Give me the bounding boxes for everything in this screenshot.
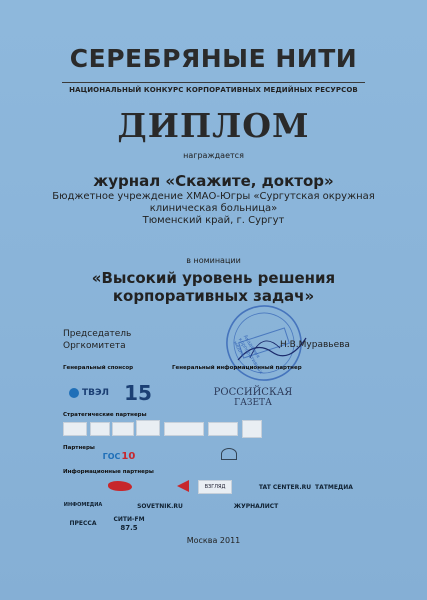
pressa-logo: ПРЕССА xyxy=(69,519,97,527)
contest-title: СЕРЕБРЯНЫЕ НИТИ xyxy=(69,44,358,73)
siti-fm-logo: СИТИ-FM 87.5 xyxy=(113,516,145,532)
chairman-line-2: Оргкомитета xyxy=(63,341,126,351)
partner-logo-3 xyxy=(214,444,244,464)
strategic-partner-logo-7 xyxy=(242,420,262,438)
tatmedia-logo: ТАТМЕДИА xyxy=(315,483,353,491)
city-year: Москва 2011 xyxy=(186,536,241,545)
zhurnalist-logo: ЖУРНАЛИСТ xyxy=(233,502,279,510)
diploma-heading: ДИПЛОМ xyxy=(117,106,310,145)
strategic-partner-logo-3 xyxy=(112,422,134,436)
partner-logo-2 xyxy=(144,448,180,462)
strategic-partner-logo-4 xyxy=(136,420,160,436)
russia-map-icon xyxy=(108,481,132,491)
chairman-line-1: Председатель xyxy=(63,329,132,339)
sovetnik-logo: SOVETNIK.RU xyxy=(137,502,183,510)
partners-label: Партнеры xyxy=(63,445,95,451)
infomedia-logo: ИНФОМЕДИА xyxy=(63,502,103,508)
general-info-partner-label: Генеральный информационный партнер xyxy=(172,365,302,371)
russia-map-logo xyxy=(104,478,136,494)
tvel-emblem-icon xyxy=(69,388,79,398)
tvel-15-years-logo: 15 xyxy=(124,381,152,405)
partner-emblem-icon xyxy=(221,448,237,460)
general-sponsor-label: Генеральный спонсор xyxy=(63,365,134,371)
megaphone-icon xyxy=(177,480,189,492)
gos-10-logo: ГОС 10 xyxy=(102,450,136,462)
info-partner-logo-15 xyxy=(318,498,356,512)
awardee-name: журнал «Скажите, доктор» xyxy=(93,172,334,190)
strategic-partners-label: Стратегические партнеры xyxy=(63,412,147,418)
org-line-1: Бюджетное учреждение ХМАО-Югры «Сургутская окружная xyxy=(52,191,375,202)
info-partner-logo-14 xyxy=(280,500,316,512)
stamp-text: Академия корпоративных медиа xyxy=(231,334,264,376)
contest-subtitle: НАЦИОНАЛЬНЫЙ КОНКУРС КОРПОРАТИВНЫХ МЕДИЙНЫХ РЕСУРСОВ xyxy=(69,86,358,94)
info-partner-logo-6 xyxy=(236,480,258,494)
title-divider xyxy=(62,82,365,83)
awardee-organization xyxy=(0,191,427,227)
nomination-line-1: «Высокий уровень решения xyxy=(91,269,336,287)
signer-name: Н.В.Муравьева xyxy=(280,340,350,350)
awarded-label: награждается xyxy=(183,151,244,160)
strategic-partner-logo-2 xyxy=(90,422,110,436)
org-line-3: Тюменский край, г. Сургут xyxy=(142,215,285,226)
org-line-2: клиническая больница» xyxy=(149,203,278,214)
tatcenter-logo: TAT CENTER.RU xyxy=(258,483,312,491)
megaphone-logo xyxy=(172,478,194,494)
info-partner-logo-1 xyxy=(66,480,102,494)
nomination-label: в номинации xyxy=(186,256,241,265)
strategic-partner-logo-8 xyxy=(266,420,326,438)
info-partners-label: Информационные партнеры xyxy=(63,469,154,475)
info-partner-logo-12 xyxy=(186,500,232,512)
strategic-partner-logo-1 xyxy=(63,422,87,436)
vzglyad-logo: ВЗГЛЯД xyxy=(198,480,232,494)
info-partner-logo-10 xyxy=(104,498,134,512)
nomination-line-2: корпоративных задач» xyxy=(112,287,315,305)
strategic-partner-logo-5 xyxy=(164,422,204,436)
info-partner-logo-3 xyxy=(140,480,170,494)
chairman-title xyxy=(63,328,131,352)
tvel-logo: ТВЭЛ xyxy=(63,380,115,406)
strategic-partner-logo-6 xyxy=(208,422,238,436)
rossiyskaya-gazeta-logo: РОССИЙСКАЯ ГАЗЕТА xyxy=(213,387,293,408)
